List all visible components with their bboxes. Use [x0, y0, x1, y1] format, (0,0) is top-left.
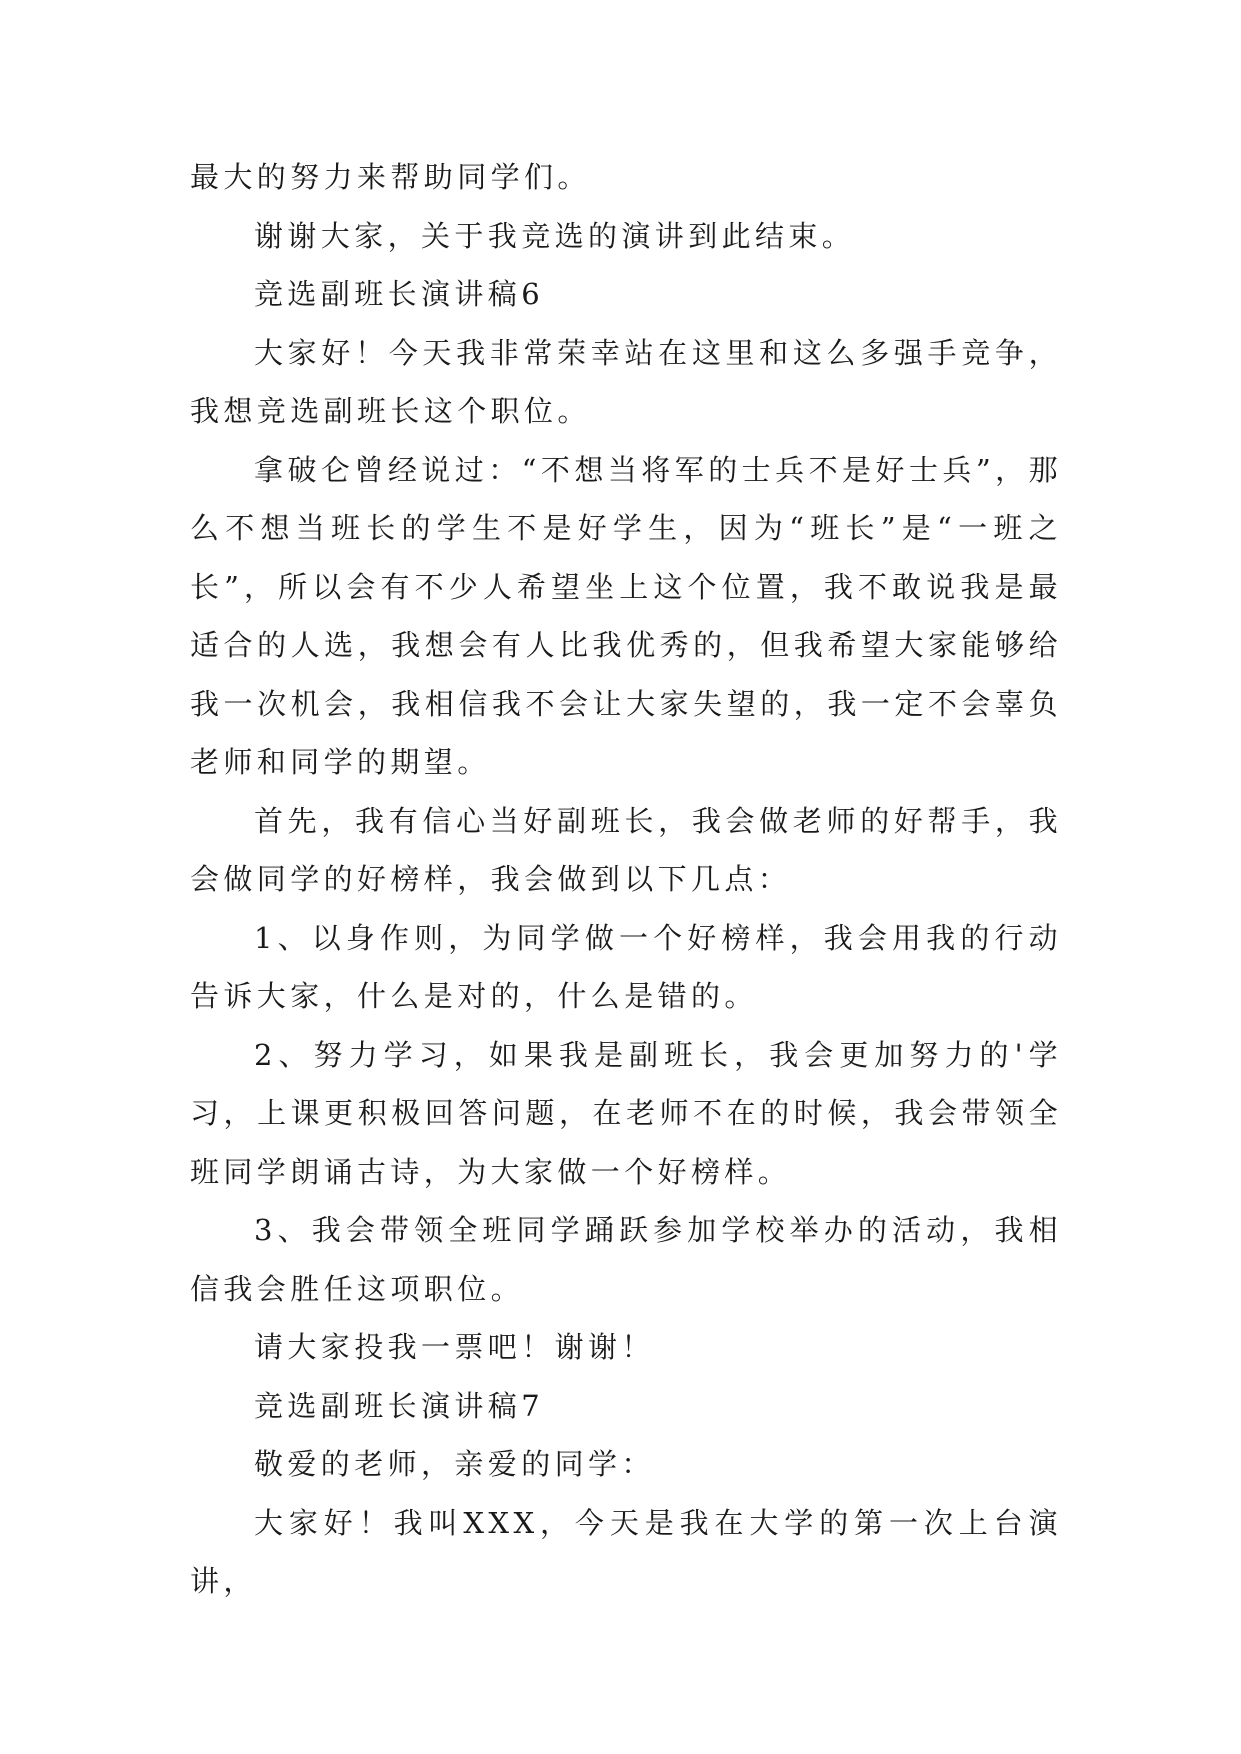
- document-body: [190, 148, 1062, 1611]
- paragraph-confidence: 首先，我有信心当好副班长，我会做老师的好帮手，我会做同学的好榜样，我会做到以下几点：: [190, 803, 1062, 896]
- paragraph-self-intro: 大家好！我叫XXX，今天是我在大学的第一次上台演讲，: [190, 1505, 1062, 1598]
- paragraph-continuation: 最大的努力来帮助同学们。: [190, 160, 591, 194]
- list-item-2: 2、努力学习，如果我是副班长，我会更加努力的'学习，上课更积极回答问题，在老师不在的时候，我会带领全班同学朗诵古诗，为大家做一个好榜样。: [190, 1037, 1062, 1189]
- list-item-3: 3、我会带领全班同学踊跃参加学校举办的活动，我相信我会胜任这项职位。: [190, 1213, 1062, 1306]
- paragraph-salutation: 敬爱的老师，亲爱的同学：: [254, 1447, 655, 1481]
- paragraph-greeting-intro: 大家好！今天我非常荣幸站在这里和这么多强手竞争，我想竞选副班长这个职位。: [190, 335, 1062, 428]
- section-heading-speech-7: 竞选副班长演讲稿7: [254, 1388, 545, 1423]
- list-item-1: 1、以身作则，为同学做一个好榜样，我会用我的行动告诉大家，什么是对的，什么是错的。: [190, 920, 1062, 1013]
- paragraph-napoleon-quote: 拿破仑曾经说过：“不想当将军的士兵不是好士兵”，那么不想当班长的学生不是好学生，因为“班长”是“一班之长”，所以会有不少人希望坐上这个位置，我不敢说我是最适合的人选，我想会有人比我优秀的，但我希望大家能够给我一次机会，我相信我不会让大家失望的，我一定不会辜负老师和同学的期望。: [190, 452, 1062, 779]
- section-heading-speech-6: 竞选副班长演讲稿6: [254, 277, 545, 311]
- paragraph-thanks-closing: 谢谢大家，关于我竞选的演讲到此结束。: [254, 218, 856, 253]
- paragraph-vote-request: 请大家投我一票吧！谢谢！: [254, 1330, 655, 1364]
